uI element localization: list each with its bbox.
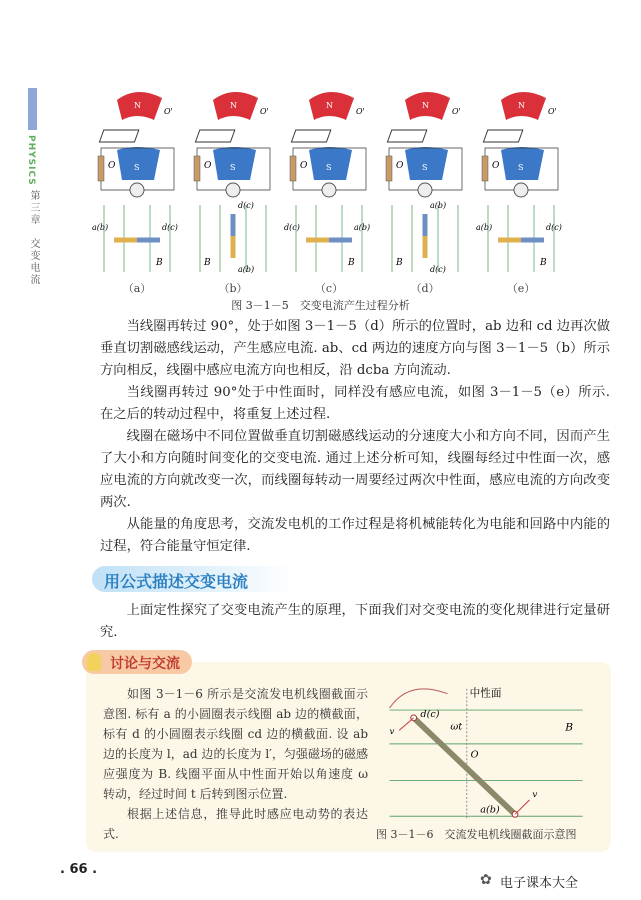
- figure-panel: [380, 80, 470, 295]
- axis-label: O: [492, 161, 500, 171]
- ab-label: a(b): [480, 804, 500, 816]
- magnet-s-label: S: [134, 163, 140, 172]
- magnet-s-label: S: [326, 163, 332, 172]
- coil-right-label: a(b): [354, 223, 371, 232]
- coil-right-label: d(c): [162, 223, 178, 232]
- sidebar-color-bar: [28, 88, 37, 130]
- field-label: B: [156, 258, 163, 268]
- field-label: B: [396, 258, 403, 268]
- section-intro: 上面定性探究了交变电流产生的原理，下面我们对交变电流的变化规律进行定量研究.: [100, 603, 610, 640]
- magnet-n-label: N: [518, 101, 525, 110]
- discussion-tag: [82, 650, 192, 674]
- axis-label: O': [356, 107, 365, 116]
- wechat-icon: ✿: [480, 872, 492, 888]
- paragraph: 从能量的角度思考，交流发电机的工作过程是将机械能转化为电能和回路中内能的过程，符合能量守恒定律.: [100, 517, 610, 554]
- discussion-paragraph: 根据上述信息，推导此时感应电动势的表达式.: [103, 807, 368, 841]
- panel-label: （c）: [314, 282, 344, 295]
- magnet-s-label: S: [230, 163, 236, 172]
- magnet-s-label: S: [422, 163, 428, 172]
- axis-label: O: [396, 161, 404, 171]
- omega-t-label: ωt: [450, 721, 463, 733]
- discussion-box: [86, 656, 611, 852]
- panel-label: （d）: [410, 282, 440, 295]
- paragraph: 线圈在磁场中不同位置做垂直切割磁感线运动的分速度大小和方向不同，因而产生了大小和方向随时间变化的交变电流. 通过上述分析可知，线圈每经过中性面一次，感应电流的方向就改变一次，而线圈每转动一周要经过两次中性面，感应电流的方向改变两次.: [100, 429, 610, 510]
- magnet-n-label: N: [230, 101, 237, 110]
- page-number: . 66 .: [60, 862, 98, 877]
- figure-panel: [92, 80, 182, 295]
- sidebar-chapter: 第三章 交变电流: [28, 190, 39, 286]
- axis-label: O: [108, 161, 116, 171]
- o-label: O: [470, 749, 479, 761]
- magnet-s-label: S: [518, 163, 524, 172]
- axis-label: O': [548, 107, 557, 116]
- figure-panel: [476, 80, 566, 295]
- coil-left-label: d(c): [284, 223, 300, 232]
- lightbulb-icon: [87, 653, 101, 671]
- coil-cross-section-diagram: [376, 684, 601, 824]
- paragraph: 当线圈再转过 90°处于中性面时，同样没有感应电流，如图 3－1－5（e）所示. 在之后的转动过程中，将重复上述过程.: [100, 385, 610, 422]
- coil-bottom-label: d(c): [430, 265, 446, 274]
- panel-label: （b）: [218, 282, 248, 295]
- v-label: v: [389, 727, 395, 738]
- magnet-n-label: N: [326, 101, 333, 110]
- axis-label: O': [164, 107, 173, 116]
- coil-top-label: d(c): [238, 201, 254, 210]
- panel-label: （a）: [122, 282, 152, 295]
- panel-label: （e）: [506, 282, 536, 295]
- section-title: 用公式描述交变电流: [104, 572, 249, 591]
- figure-panel: [284, 80, 374, 295]
- field-label: B: [204, 258, 211, 268]
- magnet-n-label: N: [422, 101, 429, 110]
- watermark: 电子课本大全: [500, 876, 579, 891]
- field-label: B: [540, 258, 547, 268]
- coil-bottom-label: a(b): [238, 265, 255, 274]
- field-label: B: [348, 258, 355, 268]
- discussion-title: 讨论与交流: [110, 656, 180, 672]
- coil-top-label: a(b): [430, 201, 447, 210]
- discussion-paragraph: 如图 3－1－6 所示是交流发电机线圈截面示意图. 标有 a 的小圆圈表示线圈 ab 边的横截面，标有 d 的小圆圈表示线圈 cd 边的横截面. 设 ab 边的长度为 l，ad 边的长度为 l′，匀强磁场的磁感应强度为 B. 线圈平面从中性面开始以角速度 ω 转动，经过时间 t 后转到图示位置.: [103, 687, 368, 801]
- coil-left-label: a(b): [92, 223, 109, 232]
- figure-panel: [188, 80, 278, 295]
- sidebar-subject: PHYSICS: [26, 135, 36, 186]
- section-heading: [92, 566, 292, 592]
- axis-label: O': [452, 107, 461, 116]
- dc-label: d(c): [420, 708, 440, 720]
- figure-caption: 图 3－1－5 交变电流产生过程分析: [231, 299, 410, 312]
- b-label: B: [565, 720, 574, 734]
- figure-3-1-5: [92, 80, 572, 295]
- axis-label: O': [260, 107, 269, 116]
- neutral-plane-label: 中性面: [469, 686, 502, 700]
- paragraph: 当线圈再转过 90°，处于如图 3－1－5（d）所示的位置时，ab 边和 cd 边再次做垂直切割磁感线运动，产生感应电流. ab、cd 两边的速度方向与图 3－1－5（b）所示方向相反，线圈中感应电流方向也相反，沿 dcba 方向流动.: [100, 319, 610, 378]
- discussion-text: [103, 684, 368, 844]
- axis-label: O: [204, 161, 212, 171]
- main-content: [60, 316, 610, 877]
- diagram-column: [376, 684, 601, 844]
- axis-label: O: [300, 161, 308, 171]
- magnet-n-label: N: [134, 101, 141, 110]
- coil-right-label: d(c): [546, 223, 562, 232]
- diagram-caption: 图 3－1－6 交流发电机线圈截面示意图: [376, 828, 577, 841]
- v-label: v: [532, 789, 538, 800]
- coil-left-label: a(b): [476, 223, 493, 232]
